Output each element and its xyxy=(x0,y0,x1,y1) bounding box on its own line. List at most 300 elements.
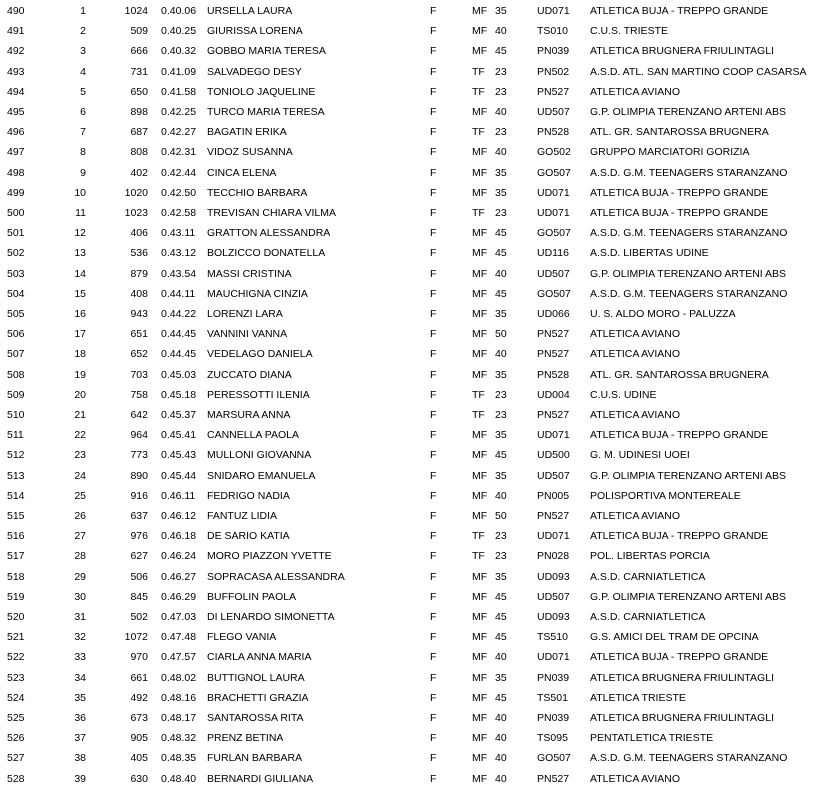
table-row xyxy=(0,708,820,728)
table-row xyxy=(0,243,820,263)
finish-time: 0.46.24 xyxy=(161,550,197,563)
position: 502 xyxy=(7,247,25,260)
club-code: UD093 xyxy=(537,570,570,583)
table-row xyxy=(0,769,820,789)
age-group: 35 xyxy=(495,368,507,381)
position: 494 xyxy=(7,85,25,98)
bib-number: 731 xyxy=(130,65,148,78)
club-code: PN528 xyxy=(537,126,570,139)
age-group: 50 xyxy=(495,510,507,522)
club-code: UD004 xyxy=(537,388,570,401)
club-code: PN527 xyxy=(537,328,570,341)
category-rank: 25 xyxy=(74,489,86,502)
club-name: G.P. OLIMPIA TERENZANO ARTENI ABS xyxy=(590,590,787,603)
gender: F xyxy=(430,388,437,401)
category-code: TF xyxy=(472,207,485,219)
finish-time: 0.41.58 xyxy=(161,85,197,98)
club-code: UD507 xyxy=(537,267,570,280)
gender: F xyxy=(430,590,437,603)
position: 498 xyxy=(7,166,25,179)
club-name: ATLETICA TRIESTE xyxy=(590,691,686,704)
club-name: ATL. GR. SANTAROSSA BRUGNERA xyxy=(590,368,769,381)
position: 523 xyxy=(7,671,25,684)
age-group: 40 xyxy=(495,489,507,502)
gender: F xyxy=(430,752,437,765)
finish-time: 0.41.09 xyxy=(161,65,197,78)
athlete-name: GIURISSA LORENA xyxy=(207,25,303,38)
category-code: MF xyxy=(472,146,488,159)
bib-number: 536 xyxy=(130,247,148,260)
finish-time: 0.48.40 xyxy=(161,772,197,785)
category-rank: 26 xyxy=(74,510,86,522)
athlete-name: MASSI CRISTINA xyxy=(207,267,292,280)
age-group: 45 xyxy=(495,449,507,462)
bib-number: 687 xyxy=(130,126,148,139)
finish-time: 0.42.44 xyxy=(161,166,197,179)
bib-number: 964 xyxy=(130,429,148,442)
table-row xyxy=(0,223,820,243)
category-code: TF xyxy=(472,126,485,139)
category-code: MF xyxy=(472,570,488,583)
club-code: GO507 xyxy=(537,166,571,179)
club-name: ATLETICA BRUGNERA FRIULINTAGLI xyxy=(590,45,774,58)
age-group: 35 xyxy=(495,166,507,179)
athlete-name: BAGATIN ERIKA xyxy=(207,126,287,139)
category-code: MF xyxy=(472,590,488,603)
athlete-name: PRENZ BETINA xyxy=(207,732,284,745)
gender: F xyxy=(430,207,437,219)
athlete-name: GOBBO MARIA TERESA xyxy=(207,45,326,58)
bib-number: 637 xyxy=(130,510,148,522)
age-group: 45 xyxy=(495,247,507,260)
table-row xyxy=(0,445,820,465)
table-row xyxy=(0,526,820,546)
bib-number: 630 xyxy=(130,772,148,785)
category-rank: 17 xyxy=(74,328,86,341)
age-group: 35 xyxy=(495,5,507,17)
category-code: TF xyxy=(472,530,485,543)
gender: F xyxy=(430,85,437,98)
gender: F xyxy=(430,348,437,361)
athlete-name: TURCO MARIA TERESA xyxy=(207,106,325,118)
age-group: 40 xyxy=(495,106,507,118)
age-group: 40 xyxy=(495,348,507,361)
bib-number: 1072 xyxy=(124,631,148,644)
finish-time: 0.46.11 xyxy=(161,489,196,502)
athlete-name: GRATTON ALESSANDRA xyxy=(207,227,331,240)
position: 503 xyxy=(7,267,25,280)
table-row xyxy=(0,142,820,162)
age-group: 40 xyxy=(495,25,507,38)
position: 525 xyxy=(7,712,25,724)
gender: F xyxy=(430,772,437,785)
table-row xyxy=(0,466,820,486)
bib-number: 943 xyxy=(130,308,148,320)
category-rank: 7 xyxy=(80,126,86,139)
club-code: UD507 xyxy=(537,106,570,118)
finish-time: 0.45.41 xyxy=(161,429,197,442)
table-row xyxy=(0,748,820,768)
position: 508 xyxy=(7,368,25,381)
age-group: 40 xyxy=(495,752,507,765)
athlete-name: MORO PIAZZON YVETTE xyxy=(207,550,332,563)
bib-number: 758 xyxy=(130,388,148,401)
club-name: A.S.D. ATL. SAN MARTINO COOP CASARSA xyxy=(590,65,807,78)
bib-number: 808 xyxy=(130,146,148,159)
position: 500 xyxy=(7,207,25,219)
athlete-name: TONIOLO JAQUELINE xyxy=(207,85,316,98)
club-code: GO502 xyxy=(537,146,571,159)
category-rank: 4 xyxy=(80,65,86,78)
athlete-name: FLEGO VANIA xyxy=(207,631,277,644)
category-code: TF xyxy=(472,85,485,98)
bib-number: 905 xyxy=(130,732,148,745)
athlete-name: TREVISAN CHIARA VILMA xyxy=(207,207,336,219)
club-code: PN527 xyxy=(537,772,570,785)
club-name: C.U.S. TRIESTE xyxy=(590,25,668,38)
category-code: MF xyxy=(472,449,488,462)
category-rank: 23 xyxy=(74,449,86,462)
position: 501 xyxy=(7,227,25,240)
category-rank: 6 xyxy=(80,106,86,118)
category-code: MF xyxy=(472,489,488,502)
club-name: A.S.D. G.M. TEENAGERS STARANZANO xyxy=(590,227,788,240)
category-code: MF xyxy=(472,25,488,38)
category-rank: 2 xyxy=(80,25,86,38)
club-name: ATLETICA AVIANO xyxy=(590,85,681,98)
club-name: POL. LIBERTAS PORCIA xyxy=(590,550,710,563)
age-group: 40 xyxy=(495,146,507,159)
category-rank: 28 xyxy=(74,550,86,563)
finish-time: 0.44.45 xyxy=(161,328,197,341)
age-group: 23 xyxy=(495,65,507,78)
category-code: MF xyxy=(472,227,488,240)
club-code: PN039 xyxy=(537,45,570,58)
category-code: MF xyxy=(472,186,488,199)
age-group: 35 xyxy=(495,671,507,684)
club-code: UD500 xyxy=(537,449,570,462)
category-rank: 39 xyxy=(74,772,86,785)
athlete-name: CANNELLA PAOLA xyxy=(207,429,300,442)
age-group: 45 xyxy=(495,227,507,240)
bib-number: 970 xyxy=(130,651,148,664)
finish-time: 0.42.58 xyxy=(161,207,197,219)
position: 519 xyxy=(7,590,25,603)
position: 506 xyxy=(7,328,25,341)
bib-number: 509 xyxy=(130,25,148,38)
bib-number: 642 xyxy=(130,409,148,421)
position: 528 xyxy=(7,772,25,785)
bib-number: 652 xyxy=(130,348,148,361)
club-name: POLISPORTIVA MONTEREALE xyxy=(590,489,741,502)
finish-time: 0.43.11 xyxy=(161,227,196,240)
club-name: GRUPPO MARCIATORI GORIZIA xyxy=(590,146,750,159)
gender: F xyxy=(430,510,437,522)
club-name: ATL. GR. SANTAROSSA BRUGNERA xyxy=(590,126,769,139)
category-code: MF xyxy=(472,429,488,442)
finish-time: 0.42.27 xyxy=(161,126,197,139)
club-name: ATLETICA BRUGNERA FRIULINTAGLI xyxy=(590,671,774,684)
category-rank: 18 xyxy=(74,348,86,361)
club-name: ATLETICA BUJA - TREPPO GRANDE xyxy=(590,207,769,219)
age-group: 35 xyxy=(495,469,507,482)
club-name: A.S.D. G.M. TEENAGERS STARANZANO xyxy=(590,287,788,300)
bib-number: 845 xyxy=(130,590,148,603)
gender: F xyxy=(430,530,437,543)
club-name: ATLETICA AVIANO xyxy=(590,328,681,341)
table-row xyxy=(0,122,820,142)
position: 514 xyxy=(7,489,25,502)
club-code: TS501 xyxy=(537,691,568,704)
position: 516 xyxy=(7,530,25,543)
category-code: MF xyxy=(472,166,488,179)
gender: F xyxy=(430,146,437,159)
club-code: PN502 xyxy=(537,65,570,78)
bib-number: 502 xyxy=(130,611,148,623)
club-name: ATLETICA BUJA - TREPPO GRANDE xyxy=(590,186,769,199)
finish-time: 0.47.03 xyxy=(161,611,197,623)
bib-number: 1020 xyxy=(124,186,148,199)
category-code: MF xyxy=(472,106,488,118)
table-row xyxy=(0,627,820,647)
table-row xyxy=(0,546,820,566)
athlete-name: DI LENARDO SIMONETTA xyxy=(207,611,335,623)
athlete-name: VANNINI VANNA xyxy=(207,328,288,341)
club-name: ATLETICA AVIANO xyxy=(590,772,681,785)
finish-time: 0.46.29 xyxy=(161,590,197,603)
age-group: 45 xyxy=(495,631,507,644)
club-name: ATLETICA AVIANO xyxy=(590,409,681,421)
club-code: UD116 xyxy=(537,247,569,260)
bib-number: 773 xyxy=(130,449,148,462)
bib-number: 402 xyxy=(130,166,148,179)
table-row xyxy=(0,163,820,183)
club-name: ATLETICA AVIANO xyxy=(590,510,681,522)
club-code: UD071 xyxy=(537,186,570,199)
position: 509 xyxy=(7,388,25,401)
gender: F xyxy=(430,429,437,442)
club-code: UD071 xyxy=(537,651,570,664)
bib-number: 879 xyxy=(130,267,148,280)
club-code: TS010 xyxy=(537,25,568,38)
bib-number: 666 xyxy=(130,45,148,58)
finish-time: 0.42.50 xyxy=(161,186,197,199)
club-name: A.S.D. G.M. TEENAGERS STARANZANO xyxy=(590,166,788,179)
age-group: 23 xyxy=(495,126,507,139)
club-name: G.P. OLIMPIA TERENZANO ARTENI ABS xyxy=(590,106,787,118)
age-group: 23 xyxy=(495,550,507,563)
category-code: TF xyxy=(472,550,485,563)
gender: F xyxy=(430,368,437,381)
finish-time: 0.45.03 xyxy=(161,368,197,381)
age-group: 45 xyxy=(495,611,507,623)
category-code: TF xyxy=(472,409,485,421)
athlete-name: BERNARDI GIULIANA xyxy=(207,772,314,785)
gender: F xyxy=(430,732,437,745)
table-row xyxy=(0,506,820,526)
bib-number: 506 xyxy=(130,570,148,583)
category-code: MF xyxy=(472,691,488,704)
category-code: TF xyxy=(472,388,485,401)
club-name: ATLETICA BUJA - TREPPO GRANDE xyxy=(590,5,769,17)
category-code: MF xyxy=(472,308,488,320)
athlete-name: URSELLA LAURA xyxy=(207,5,293,17)
table-row xyxy=(0,425,820,445)
bib-number: 408 xyxy=(130,287,148,300)
category-code: MF xyxy=(472,267,488,280)
category-rank: 31 xyxy=(74,611,86,623)
position: 507 xyxy=(7,348,25,361)
table-row xyxy=(0,324,820,344)
gender: F xyxy=(430,287,437,300)
finish-time: 0.48.17 xyxy=(161,712,197,724)
table-row xyxy=(0,284,820,304)
category-code: MF xyxy=(472,732,488,745)
category-rank: 24 xyxy=(74,469,86,482)
finish-time: 0.40.25 xyxy=(161,25,197,38)
position: 518 xyxy=(7,570,25,583)
age-group: 35 xyxy=(495,308,507,320)
age-group: 50 xyxy=(495,328,507,341)
category-code: MF xyxy=(472,368,488,381)
age-group: 23 xyxy=(495,207,507,219)
finish-time: 0.42.31 xyxy=(161,146,197,159)
table-row xyxy=(0,102,820,122)
age-group: 45 xyxy=(495,45,507,58)
gender: F xyxy=(430,65,437,78)
category-rank: 27 xyxy=(74,530,86,543)
finish-time: 0.44.11 xyxy=(161,287,196,300)
gender: F xyxy=(430,227,437,240)
position: 512 xyxy=(7,449,25,462)
table-row xyxy=(0,344,820,364)
category-rank: 14 xyxy=(74,267,86,280)
club-name: A.S.D. CARNIATLETICA xyxy=(590,611,706,623)
club-name: A.S.D. G.M. TEENAGERS STARANZANO xyxy=(590,752,788,765)
category-code: MF xyxy=(472,45,488,58)
position: 495 xyxy=(7,106,25,118)
club-name: G. M. UDINESI UOEI xyxy=(590,449,690,462)
gender: F xyxy=(430,651,437,664)
category-code: MF xyxy=(472,510,488,522)
category-code: MF xyxy=(472,469,488,482)
age-group: 45 xyxy=(495,590,507,603)
gender: F xyxy=(430,550,437,563)
age-group: 35 xyxy=(495,186,507,199)
club-code: UD093 xyxy=(537,611,570,623)
club-code: TS510 xyxy=(537,631,568,644)
category-code: MF xyxy=(472,247,488,260)
finish-time: 0.44.22 xyxy=(161,308,197,320)
club-name: A.S.D. CARNIATLETICA xyxy=(590,570,706,583)
club-name: U. S. ALDO MORO - PALUZZA xyxy=(590,308,736,320)
club-code: PN527 xyxy=(537,510,570,522)
category-rank: 10 xyxy=(74,186,86,199)
gender: F xyxy=(430,247,437,260)
table-row xyxy=(0,607,820,627)
athlete-name: FEDRIGO NADIA xyxy=(207,489,290,502)
athlete-name: SALVADEGO DESY xyxy=(207,65,302,78)
bib-number: 1024 xyxy=(124,5,148,17)
gender: F xyxy=(430,409,437,421)
category-rank: 13 xyxy=(74,247,86,260)
bib-number: 898 xyxy=(130,106,148,118)
athlete-name: MARSURA ANNA xyxy=(207,409,291,421)
athlete-name: CIARLA ANNA MARIA xyxy=(207,651,312,664)
category-code: MF xyxy=(472,631,488,644)
category-rank: 8 xyxy=(80,146,86,159)
position: 521 xyxy=(7,631,25,644)
finish-time: 0.46.18 xyxy=(161,530,197,543)
bib-number: 627 xyxy=(130,550,148,563)
position: 517 xyxy=(7,550,25,563)
bib-number: 405 xyxy=(130,752,148,765)
position: 515 xyxy=(7,510,25,522)
category-rank: 15 xyxy=(74,287,86,300)
table-row xyxy=(0,82,820,102)
gender: F xyxy=(430,489,437,502)
age-group: 23 xyxy=(495,85,507,98)
table-row xyxy=(0,567,820,587)
club-code: PN527 xyxy=(537,348,570,361)
finish-time: 0.40.32 xyxy=(161,45,197,58)
club-code: PN005 xyxy=(537,489,570,502)
finish-time: 0.48.35 xyxy=(161,752,197,765)
position: 492 xyxy=(7,45,25,58)
athlete-name: FURLAN BARBARA xyxy=(207,752,303,765)
table-row xyxy=(0,41,820,61)
finish-time: 0.46.12 xyxy=(161,510,197,522)
category-rank: 11 xyxy=(75,207,86,219)
club-name: G.P. OLIMPIA TERENZANO ARTENI ABS xyxy=(590,267,787,280)
category-code: MF xyxy=(472,287,488,300)
table-row xyxy=(0,264,820,284)
position: 504 xyxy=(7,287,25,300)
athlete-name: CINCA ELENA xyxy=(207,166,277,179)
club-name: PENTATLETICA TRIESTE xyxy=(590,732,714,745)
position: 524 xyxy=(7,691,25,704)
category-code: MF xyxy=(472,348,488,361)
position: 497 xyxy=(7,146,25,159)
age-group: 23 xyxy=(495,388,507,401)
club-code: UD507 xyxy=(537,469,570,482)
club-code: PN039 xyxy=(537,712,570,724)
club-name: C.U.S. UDINE xyxy=(590,388,657,401)
club-code: PN527 xyxy=(537,85,570,98)
age-group: 35 xyxy=(495,570,507,583)
finish-time: 0.48.16 xyxy=(161,691,197,704)
finish-time: 0.46.27 xyxy=(161,570,197,583)
club-code: PN527 xyxy=(537,409,570,421)
finish-time: 0.48.02 xyxy=(161,671,197,684)
position: 527 xyxy=(7,752,25,765)
category-rank: 1 xyxy=(80,5,86,17)
gender: F xyxy=(430,45,437,58)
finish-time: 0.44.45 xyxy=(161,348,197,361)
gender: F xyxy=(430,691,437,704)
category-code: MF xyxy=(472,712,488,724)
position: 510 xyxy=(7,409,25,421)
gender: F xyxy=(430,611,437,623)
bib-number: 406 xyxy=(130,227,148,240)
position: 499 xyxy=(7,186,25,199)
category-rank: 12 xyxy=(74,227,86,240)
position: 511 xyxy=(7,429,24,442)
table-row xyxy=(0,486,820,506)
gender: F xyxy=(430,126,437,139)
gender: F xyxy=(430,166,437,179)
gender: F xyxy=(430,449,437,462)
